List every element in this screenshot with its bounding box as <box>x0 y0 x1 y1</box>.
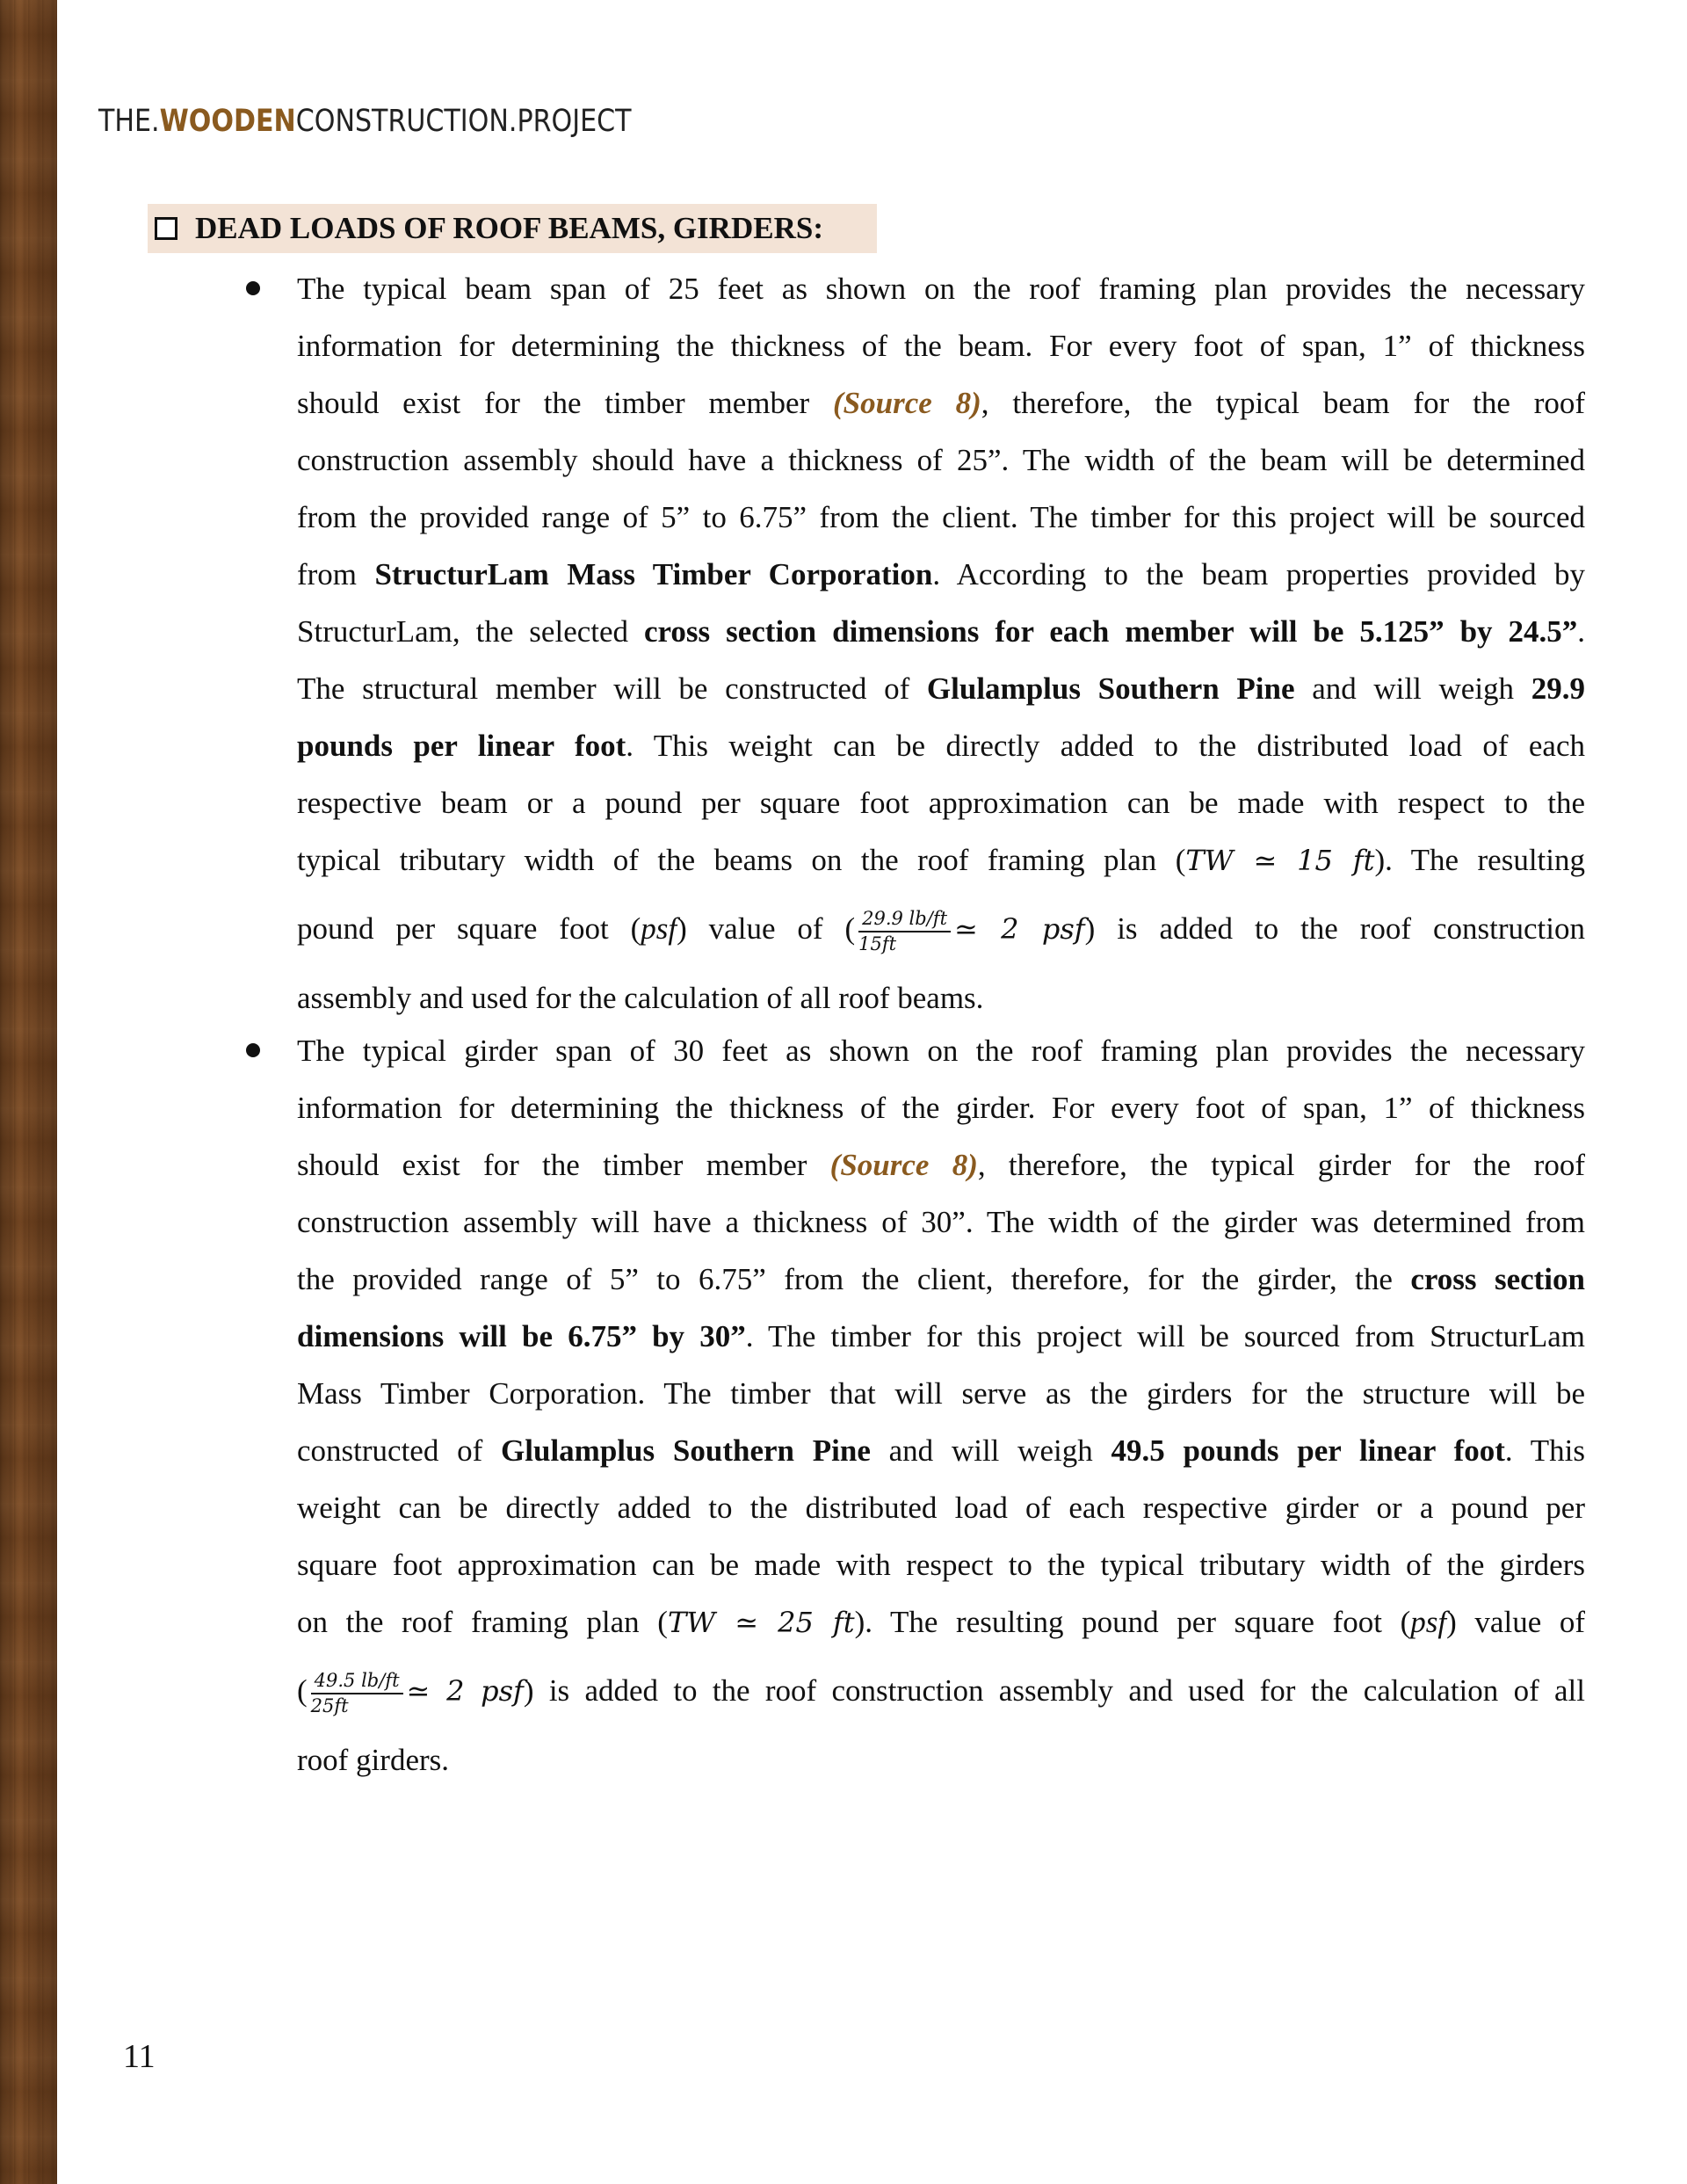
source-citation[interactable]: (Source 8) <box>829 1148 978 1182</box>
text-line: typical tributary width of the beams on the roof framing plan (TW ≃ 15 ft). The resulting <box>297 843 1585 877</box>
text-line: from StructurLam Mass Timber Corporation. According to the beam properties provided by <box>297 557 1585 591</box>
text-line: dimensions will be 6.75” by 30”. The timber for this project will be sourced from StructurLam <box>297 1319 1585 1353</box>
text-line: ( $\frac{49.5 lb/ft}{25ft}$ ≃ 2 psf) is added to the roof construction assembly and used for the calculation of all <box>297 1669 1585 1716</box>
text-line: information for determining the thickness of the beam. For every foot of span, 1” of thickness <box>297 329 1585 363</box>
text-line: on the roof framing plan (TW ≃ 25 ft). The resulting pound per square foot (psf) value of <box>297 1605 1585 1639</box>
text-line: from the provided range of 5” to 6.75” from the client. The timber for this project will be sourced <box>297 500 1585 534</box>
text-line: The typical beam span of 25 feet as shown on the roof framing plan provides the necessary <box>297 272 1585 306</box>
text-line: weight can be directly added to the distributed load of each respective girder or a pound per <box>297 1491 1585 1525</box>
text-line: should exist for the timber member (Source 8), therefore, the typical beam for the roof <box>297 386 1585 420</box>
text-line: the provided range of 5” to 6.75” from the client, therefore, for the girder, the cross section <box>297 1262 1585 1296</box>
text-line: pounds per linear foot. This weight can be directly added to the distributed load of each <box>297 729 1585 763</box>
text-line: StructurLam, the selected cross section dimensions for each member will be 5.125” by 24.5”. <box>297 614 1585 649</box>
text-line: construction assembly will have a thickness of 30”. The width of the girder was determined from <box>297 1205 1585 1239</box>
text-line: The typical girder span of 30 feet as shown on the roof framing plan provides the necessary <box>297 1034 1585 1068</box>
section-heading <box>148 204 877 253</box>
bullet-icon <box>246 1043 260 1057</box>
text-line: should exist for the timber member (Source 8), therefore, the typical girder for the roof <box>297 1148 1585 1182</box>
text-line: information for determining the thickness of the girder. For every foot of span, 1” of thickness <box>297 1091 1585 1125</box>
source-citation[interactable]: (Source 8) <box>833 386 981 420</box>
page-number: 11 <box>123 2038 156 2075</box>
text-line: square foot approximation can be made with respect to the typical tributary width of the girders <box>297 1548 1585 1582</box>
wood-grain-border <box>0 0 57 2184</box>
fraction: $\frac{49.5 lb/ft}{25ft}$ <box>311 1669 403 1718</box>
math-expression: ≃ 2 psf <box>406 1674 524 1708</box>
section-title: DEAD LOADS OF ROOF BEAMS, GIRDERS: <box>195 211 823 245</box>
girder-bullet-item <box>297 1022 1585 1789</box>
beam-bullet-item <box>297 260 1585 1027</box>
brand-suffix: CONSTRUCTION.PROJECT <box>295 104 632 139</box>
bullet-icon <box>246 281 260 295</box>
brand-highlight: WOODEN <box>159 104 296 139</box>
checkbox-icon[interactable] <box>155 217 177 240</box>
math-expression: TW ≃ 15 ft <box>1185 844 1375 877</box>
brand-prefix: THE. <box>98 104 160 139</box>
text-line: The structural member will be constructed of Glulamplus Southern Pine and will weigh 29.9 <box>297 671 1585 706</box>
text-line: assembly and used for the calculation of all roof beams. <box>297 981 984 1015</box>
fraction: $\frac{29.9 lb/ft}{15ft}$ <box>858 907 951 956</box>
text-line: Mass Timber Corporation. The timber that will serve as the girders for the structure will be <box>297 1376 1585 1411</box>
math-expression: ≃ 2 psf <box>954 912 1085 946</box>
text-line: respective beam or a pound per square foot approximation can be made with respect to the <box>297 786 1585 820</box>
text-line: roof girders. <box>297 1743 450 1777</box>
text-line: pound per square foot (psf) value of ( $\frac{29.9 lb/ft}{15ft}$ ≃ 2 psf) is added to the roof construction <box>297 907 1585 954</box>
text-line: constructed of Glulamplus Southern Pine and will weigh 49.5 pounds per linear foot. This <box>297 1433 1585 1468</box>
math-expression: TW ≃ 25 ft <box>667 1606 855 1639</box>
brand-header <box>98 104 632 139</box>
text-line: construction assembly should have a thickness of 25”. The width of the beam will be determined <box>297 443 1585 477</box>
